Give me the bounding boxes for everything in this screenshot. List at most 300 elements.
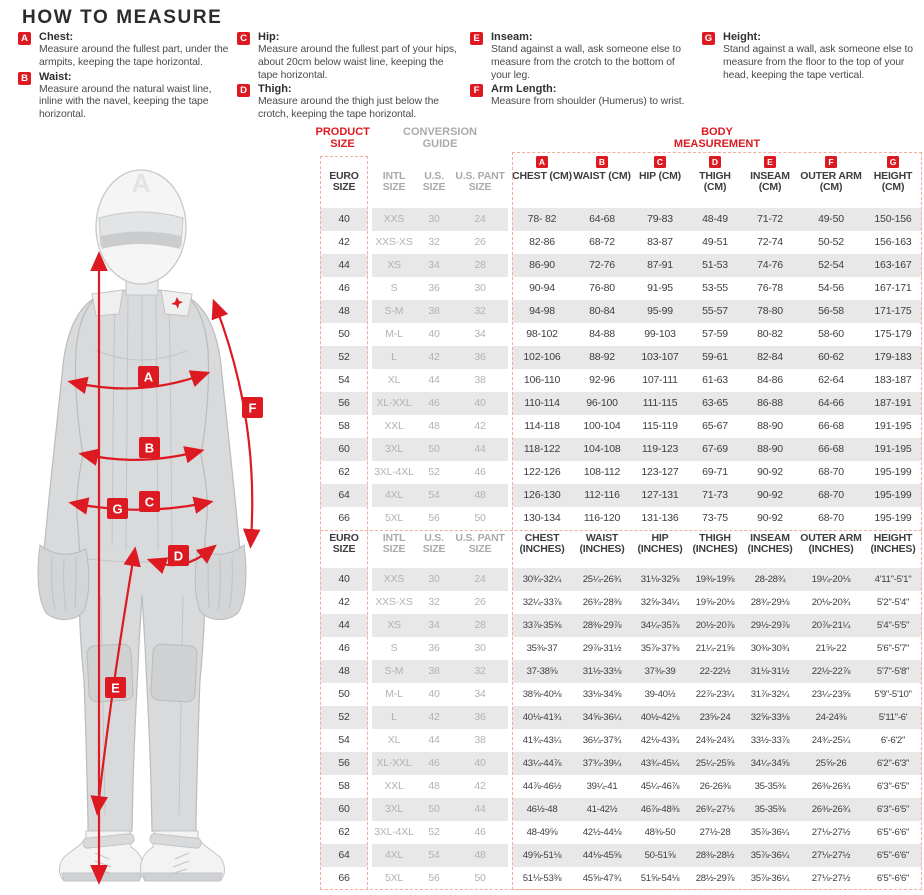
conversion-cell: 24 — [474, 573, 486, 585]
conversion-section — [372, 844, 508, 867]
conversion-cell: 42 — [428, 351, 440, 363]
measurement-cell: 6'2"-6'3" — [876, 758, 910, 769]
table-row — [320, 254, 922, 277]
euro-size-cell: 64 — [338, 849, 350, 861]
measurement-cell: 32¼-33⅞ — [522, 597, 562, 608]
conversion-section — [372, 706, 508, 729]
conversion-cell: XXS — [383, 213, 405, 225]
measurement-cell: 21¼-21⅝ — [695, 643, 735, 654]
measurement-cell: 35⅞-36¼ — [750, 850, 790, 861]
conversion-cell: 30 — [428, 573, 440, 585]
measurement-cell: 90-92 — [757, 466, 783, 478]
conversion-cell: 34 — [428, 619, 440, 631]
conversion-cell: S — [390, 282, 398, 294]
product-size-section — [320, 171, 368, 208]
measurement-cell: 86-90 — [529, 259, 555, 271]
conversion-cell: 48 — [428, 780, 440, 792]
measurement-cell: 26-26⅜ — [699, 781, 731, 792]
body-measurement-section — [512, 300, 922, 323]
euro-size-cell: 46 — [338, 282, 350, 294]
measurement-cell: 156-163 — [874, 236, 912, 248]
conversion-cell: 36 — [474, 351, 486, 363]
measurement-cell: 94-98 — [529, 305, 555, 317]
conversion-cell: XL — [387, 374, 401, 386]
legend-item-description: Stand against a wall, ask someone else to measure from the floor to the top of your head, keeping the tape vertical. — [723, 44, 913, 81]
product-size-section — [320, 614, 368, 637]
conversion-cell: L — [391, 711, 397, 723]
measurement-cell: 22-22½ — [699, 666, 731, 677]
conversion-cell: S — [390, 642, 398, 654]
measurement-cell: 68-70 — [818, 489, 844, 501]
euro-size-cell: 48 — [338, 305, 350, 317]
letter-badge-cell — [632, 156, 688, 171]
legend-item — [237, 31, 457, 82]
size-table-cm — [320, 156, 922, 530]
measurement-cell: 59-61 — [702, 351, 728, 363]
measurement-cell: 84-88 — [589, 328, 615, 340]
measurement-cell: 27⅛-27½ — [811, 827, 851, 838]
conversion-section — [372, 798, 508, 821]
legend-column — [237, 31, 457, 123]
measurement-cell: 122-126 — [523, 466, 561, 478]
conversion-cell: 56 — [428, 512, 440, 524]
conversion-section — [372, 568, 508, 591]
table-row — [320, 415, 922, 438]
left-boot — [60, 831, 144, 881]
measurement-cell: 103-107 — [641, 351, 679, 363]
conversion-cell: 44 — [428, 374, 440, 386]
measurement-cell: 27⅛-27½ — [811, 873, 851, 884]
product-size-section — [320, 369, 368, 392]
label-B — [139, 437, 160, 458]
conversion-cell: 50 — [474, 872, 486, 884]
product-size-section — [320, 683, 368, 706]
table-row — [320, 507, 922, 530]
measurement-cell: 37-38⅝ — [526, 666, 558, 677]
measurement-cell: 24-24⅜ — [815, 712, 847, 723]
measurement-cell: 95-99 — [647, 305, 673, 317]
measurement-cell: 111-115 — [642, 397, 678, 409]
measurement-cell: 71-72 — [757, 213, 783, 225]
column-header: INSEAM (INCHES) — [747, 533, 793, 556]
measurement-cell: 68-70 — [818, 512, 844, 524]
measurement-cell: 123-127 — [641, 466, 679, 478]
measurement-cell: 104-108 — [583, 443, 621, 455]
conversion-section — [372, 591, 508, 614]
measurement-cell: 45¼-46⅞ — [640, 781, 680, 792]
measurement-cell: 66-68 — [818, 420, 844, 432]
conversion-cell: 44 — [474, 443, 486, 455]
euro-size-cell: 54 — [338, 374, 350, 386]
legend — [0, 31, 924, 121]
measurement-cell: 29⅞-31½ — [582, 643, 622, 654]
legend-item-description: Measure from shoulder (Humerus) to wrist. — [491, 96, 685, 108]
measurement-cell: 35⅜-37 — [526, 643, 558, 654]
measurement-cell: 63-65 — [702, 397, 728, 409]
conversion-section — [372, 637, 508, 660]
column-header: U.S. SIZE — [422, 533, 446, 556]
body-measurement-section — [512, 729, 922, 752]
measurement-cell: 83-87 — [647, 236, 673, 248]
conversion-section — [372, 277, 508, 300]
legend-letter-badge: E — [470, 32, 483, 45]
measurement-cell: 44⅞-46½ — [522, 781, 562, 792]
product-size-section — [320, 867, 368, 890]
conversion-cell: 48 — [428, 420, 440, 432]
measurement-cell: 100-104 — [583, 420, 621, 432]
conversion-cell: 32 — [428, 236, 440, 248]
column-header: HEIGHT (CM) — [873, 171, 913, 194]
legend-text — [491, 83, 692, 109]
conversion-cell: 26 — [474, 596, 486, 608]
product-size-section — [320, 438, 368, 461]
measurement-cell: 22⅞-23¼ — [695, 689, 735, 700]
measurement-cell: 62-64 — [818, 374, 844, 386]
body-measurement-section — [512, 775, 922, 798]
legend-item-description: Stand against a wall, ask someone else to measure from the crotch to the bottom of your leg. — [491, 44, 681, 81]
measurement-cell: 127-131 — [641, 489, 679, 501]
left-glove — [38, 545, 89, 620]
conversion-cell: 44 — [474, 803, 486, 815]
label-D — [168, 545, 189, 566]
conversion-cell: XXS — [383, 573, 405, 585]
conversion-section — [372, 254, 508, 277]
conversion-cell: 44 — [428, 734, 440, 746]
conversion-cell: 3XL — [384, 443, 404, 455]
table-row — [320, 369, 922, 392]
conversion-section — [372, 867, 508, 890]
measurement-cell: 108-112 — [583, 466, 621, 478]
label-C — [139, 491, 160, 512]
measurement-cell: 31½-33⅛ — [582, 666, 622, 677]
measurement-cell: 171-175 — [874, 305, 912, 317]
conversion-cell: 46 — [428, 397, 440, 409]
measurement-cell: 35⅞-36¼ — [750, 827, 790, 838]
measurement-cell: 80-82 — [757, 328, 783, 340]
conversion-cell: 30 — [474, 282, 486, 294]
letter-badge-cell — [798, 156, 864, 171]
conversion-section — [372, 729, 508, 752]
product-size-section — [320, 637, 368, 660]
product-size-section — [320, 461, 368, 484]
conversion-cell: 3XL — [384, 803, 404, 815]
conversion-section — [372, 821, 508, 844]
conversion-section — [372, 171, 508, 208]
product-size-section — [320, 752, 368, 775]
conversion-section — [372, 484, 508, 507]
column-header: HEIGHT (INCHES) — [870, 533, 916, 556]
body-measurement-section — [512, 231, 922, 254]
column-header: CHEST (INCHES) — [519, 533, 565, 556]
column-header: INSEAM (CM) — [750, 171, 790, 194]
conversion-cell: XXS-XS — [375, 236, 413, 248]
measurement-cell: 6'3"-6'5" — [876, 804, 910, 815]
conversion-section — [372, 415, 508, 438]
conversion-cell: 50 — [474, 512, 486, 524]
measurement-cell: 55-57 — [702, 305, 728, 317]
measurement-cell: 90-92 — [757, 489, 783, 501]
svg-text:E: E — [111, 680, 120, 696]
table-row — [320, 798, 922, 821]
page-title: HOW TO MEASURE — [22, 7, 223, 28]
measurement-cell: 26⅜-26¾ — [811, 781, 851, 792]
legend-text — [491, 31, 692, 82]
measurement-cell: 45⅝-47¾ — [582, 873, 622, 884]
measurement-cell: 195-199 — [874, 512, 912, 524]
conversion-cell: 40 — [428, 688, 440, 700]
svg-text:B: B — [144, 440, 155, 456]
measurement-cell: 29½-29⅞ — [750, 620, 790, 631]
measurement-cell: 67-69 — [702, 443, 728, 455]
euro-size-cell: 56 — [338, 757, 350, 769]
product-size-section — [320, 300, 368, 323]
column-header: EURO SIZE — [329, 533, 359, 556]
measurement-cell: 31⅛-32⅝ — [640, 574, 680, 585]
measurement-cell: 41¾-43¼ — [522, 735, 562, 746]
legend-item-name: Inseam: — [491, 31, 533, 43]
body-measurement-section — [512, 208, 922, 231]
body-measurement-section — [512, 752, 922, 775]
legend-item — [18, 31, 232, 70]
measurement-cell: 86-88 — [757, 397, 783, 409]
right-knee-pad — [151, 644, 198, 702]
legend-item-description: Measure around the thigh just below the crotch, keeping the tape horizontal. — [258, 96, 439, 121]
legend-text — [258, 83, 457, 122]
conversion-cell: XS — [387, 259, 401, 271]
measurement-cell: 30⅜-30¾ — [750, 643, 790, 654]
product-size-section — [320, 254, 368, 277]
column-header: U.S. PANT SIZE — [455, 171, 505, 194]
measurement-cell: 25⅝-26 — [815, 758, 847, 769]
measurement-cell: 90-94 — [529, 282, 555, 294]
table-row — [320, 484, 922, 507]
measurement-cell: 6'5"-6'6" — [876, 850, 910, 861]
conversion-cell: 42 — [474, 420, 486, 432]
measurement-cell: 68-72 — [589, 236, 615, 248]
conversion-section — [372, 660, 508, 683]
measurement-cell: 5'11"-6' — [878, 712, 908, 723]
column-header: OUTER ARM (INCHES) — [800, 533, 862, 556]
measurement-cell: 44⅛-45⅝ — [582, 850, 622, 861]
conversion-cell: 46 — [474, 826, 486, 838]
measurement-cell: 20½-20⅞ — [695, 620, 735, 631]
product-size-section — [320, 660, 368, 683]
conversion-section — [372, 300, 508, 323]
measurement-cell: 150-156 — [874, 213, 912, 225]
measurement-cell: 131-136 — [641, 512, 679, 524]
product-size-section — [320, 821, 368, 844]
measurement-cell: 19⅝-20⅛ — [695, 597, 735, 608]
measurement-cell: 43¼-44⅞ — [522, 758, 562, 769]
body-measurement-section — [512, 392, 922, 415]
conversion-cell: XS — [387, 619, 401, 631]
product-size-section — [320, 484, 368, 507]
measurement-cell: 116-120 — [583, 512, 621, 524]
product-size-section — [320, 706, 368, 729]
letter-badge-cell — [512, 156, 572, 171]
measurement-cell: 23⅝-24 — [699, 712, 731, 723]
measurement-cell: 110-114 — [524, 397, 560, 409]
conversion-section — [372, 752, 508, 775]
legend-column — [470, 31, 692, 110]
measurement-cell: 26⅜-26¾ — [811, 804, 851, 815]
euro-size-cell: 66 — [338, 872, 350, 884]
conversion-section — [372, 683, 508, 706]
measurement-cell: 58-60 — [818, 328, 844, 340]
measurement-cell: 73-75 — [702, 512, 728, 524]
conversion-cell: 26 — [474, 236, 486, 248]
measurement-cell: 42⅛-43¾ — [640, 735, 680, 746]
measurement-cell: 25¼-25⅝ — [695, 758, 735, 769]
product-size-section — [320, 533, 368, 568]
svg-text:A: A — [143, 369, 154, 385]
measurement-cell: 52-54 — [818, 259, 844, 271]
conversion-cell: XL — [387, 734, 401, 746]
euro-size-cell: 52 — [338, 711, 350, 723]
measurement-cell: 27⅛-27½ — [811, 850, 851, 861]
letter-badge-cell — [742, 156, 798, 171]
legend-item-name: Arm Length: — [491, 83, 557, 96]
label-G — [107, 498, 128, 519]
measurement-cell: 126-130 — [523, 489, 561, 501]
table-row — [320, 844, 922, 867]
euro-size-cell: 44 — [338, 259, 350, 271]
measurement-cell: 5'7"-5'8" — [876, 666, 910, 677]
euro-size-cell: 54 — [338, 734, 350, 746]
table-row — [320, 706, 922, 729]
table-row — [320, 346, 922, 369]
conversion-cell: 38 — [428, 305, 440, 317]
body-measurement-section — [512, 867, 922, 890]
measurement-cell: 79-83 — [647, 213, 673, 225]
conversion-cell: 32 — [474, 305, 486, 317]
conversion-cell: 46 — [428, 757, 440, 769]
measurement-cell: 48-49⅝ — [526, 827, 558, 838]
conversion-section — [372, 775, 508, 798]
euro-size-cell: 42 — [338, 596, 350, 608]
product-size-section — [320, 798, 368, 821]
body-measurement-section — [512, 706, 922, 729]
svg-text:D: D — [173, 548, 184, 564]
measurement-cell: 20⅛-20¾ — [811, 597, 851, 608]
label-A — [138, 366, 159, 387]
measurement-cell: 175-179 — [874, 328, 912, 340]
column-header: CHEST (CM) — [512, 171, 572, 182]
conversion-cell: 3XL-4XL — [374, 466, 414, 478]
measurement-cell: 5'2"-5'4" — [876, 597, 910, 608]
measurement-cell: 60-62 — [818, 351, 844, 363]
conversion-section — [372, 231, 508, 254]
body-measurement-section — [512, 461, 922, 484]
conversion-cell: 30 — [474, 642, 486, 654]
measurement-cell: 28½-29⅞ — [695, 873, 735, 884]
euro-size-cell: 46 — [338, 642, 350, 654]
column-header: HIP (CM) — [639, 171, 681, 182]
letter-badge-cell — [572, 156, 632, 171]
measurement-cell: 34¼-34⅝ — [750, 758, 790, 769]
measurement-cell: 98-102 — [526, 328, 558, 340]
conversion-cell: 30 — [428, 213, 440, 225]
measurement-cell: 92-96 — [589, 374, 615, 386]
conversion-section — [372, 438, 508, 461]
measurement-cell: 26¾-27⅛ — [695, 804, 735, 815]
column-header: EURO SIZE — [329, 171, 359, 194]
conversion-cell: 54 — [428, 849, 440, 861]
euro-size-cell: 58 — [338, 420, 350, 432]
conversion-cell: 56 — [428, 872, 440, 884]
body-measurement-section — [512, 798, 922, 821]
measurement-cell: 51⅝-54⅛ — [640, 873, 680, 884]
measurement-cell: 48⅜-50 — [644, 827, 676, 838]
product-size-section — [320, 231, 368, 254]
body-measurement-section — [512, 568, 922, 591]
conversion-cell: 34 — [474, 328, 486, 340]
column-header: WAIST (INCHES) — [579, 533, 625, 556]
body-measurement-section — [512, 171, 922, 208]
measurement-cell: 19⅜-19⅝ — [695, 574, 735, 585]
measurement-cell: 33⅛-34⅝ — [582, 689, 622, 700]
measurement-cell: 37⅜-39 — [644, 666, 676, 677]
measurement-cell: 25¼-26¾ — [582, 574, 622, 585]
euro-size-cell: 50 — [338, 328, 350, 340]
measurement-letter-badge: F — [825, 156, 837, 168]
euro-size-cell: 44 — [338, 619, 350, 631]
measurement-cell: 88-90 — [757, 443, 783, 455]
measurement-cell: 50-52 — [818, 236, 844, 248]
legend-item-name: Chest: — [39, 31, 74, 43]
measurement-cell: 41-42½ — [586, 804, 618, 815]
conversion-cell: 4XL — [384, 849, 404, 861]
euro-size-cell: 58 — [338, 780, 350, 792]
product-size-section — [320, 591, 368, 614]
conversion-cell: 54 — [428, 489, 440, 501]
measurement-cell: 40⅛-41¾ — [522, 712, 562, 723]
left-shoulder-patch — [92, 290, 123, 316]
measurement-cell: 6'3"-6'5" — [876, 781, 910, 792]
body-measurement-section — [512, 683, 922, 706]
euro-size-cell: 40 — [338, 213, 350, 225]
measurement-cell: 191-195 — [874, 420, 912, 432]
measurement-cell: 76-80 — [589, 282, 615, 294]
product-size-section — [320, 208, 368, 231]
legend-text — [39, 71, 232, 122]
measurement-cell: 167-171 — [874, 282, 912, 294]
measurement-cell: 69-71 — [702, 466, 728, 478]
helmet-logo: A — [131, 168, 151, 198]
column-header: OUTER ARM (CM) — [800, 171, 862, 194]
conversion-cell: 40 — [428, 328, 440, 340]
legend-text — [258, 31, 457, 82]
legend-letter-badge: B — [18, 72, 31, 85]
measurement-cell: 65-67 — [702, 420, 728, 432]
measurement-cell: 183-187 — [874, 374, 912, 386]
measurement-cell: 72-74 — [757, 236, 783, 248]
conversion-section — [372, 323, 508, 346]
product-size-section — [320, 844, 368, 867]
measurement-cell: 49-50 — [818, 213, 844, 225]
svg-text:C: C — [144, 494, 155, 510]
table-row — [320, 821, 922, 844]
measurement-cell: 163-167 — [874, 259, 912, 271]
racing-suit-diagram — [0, 125, 320, 895]
conversion-cell: 28 — [474, 619, 486, 631]
conversion-cell: 38 — [474, 734, 486, 746]
product-size-section — [320, 507, 368, 530]
euro-size-cell: 40 — [338, 573, 350, 585]
measurement-cell: 61-63 — [702, 374, 728, 386]
measurement-cell: 71-73 — [702, 489, 728, 501]
measurement-cell: 64-68 — [589, 213, 615, 225]
